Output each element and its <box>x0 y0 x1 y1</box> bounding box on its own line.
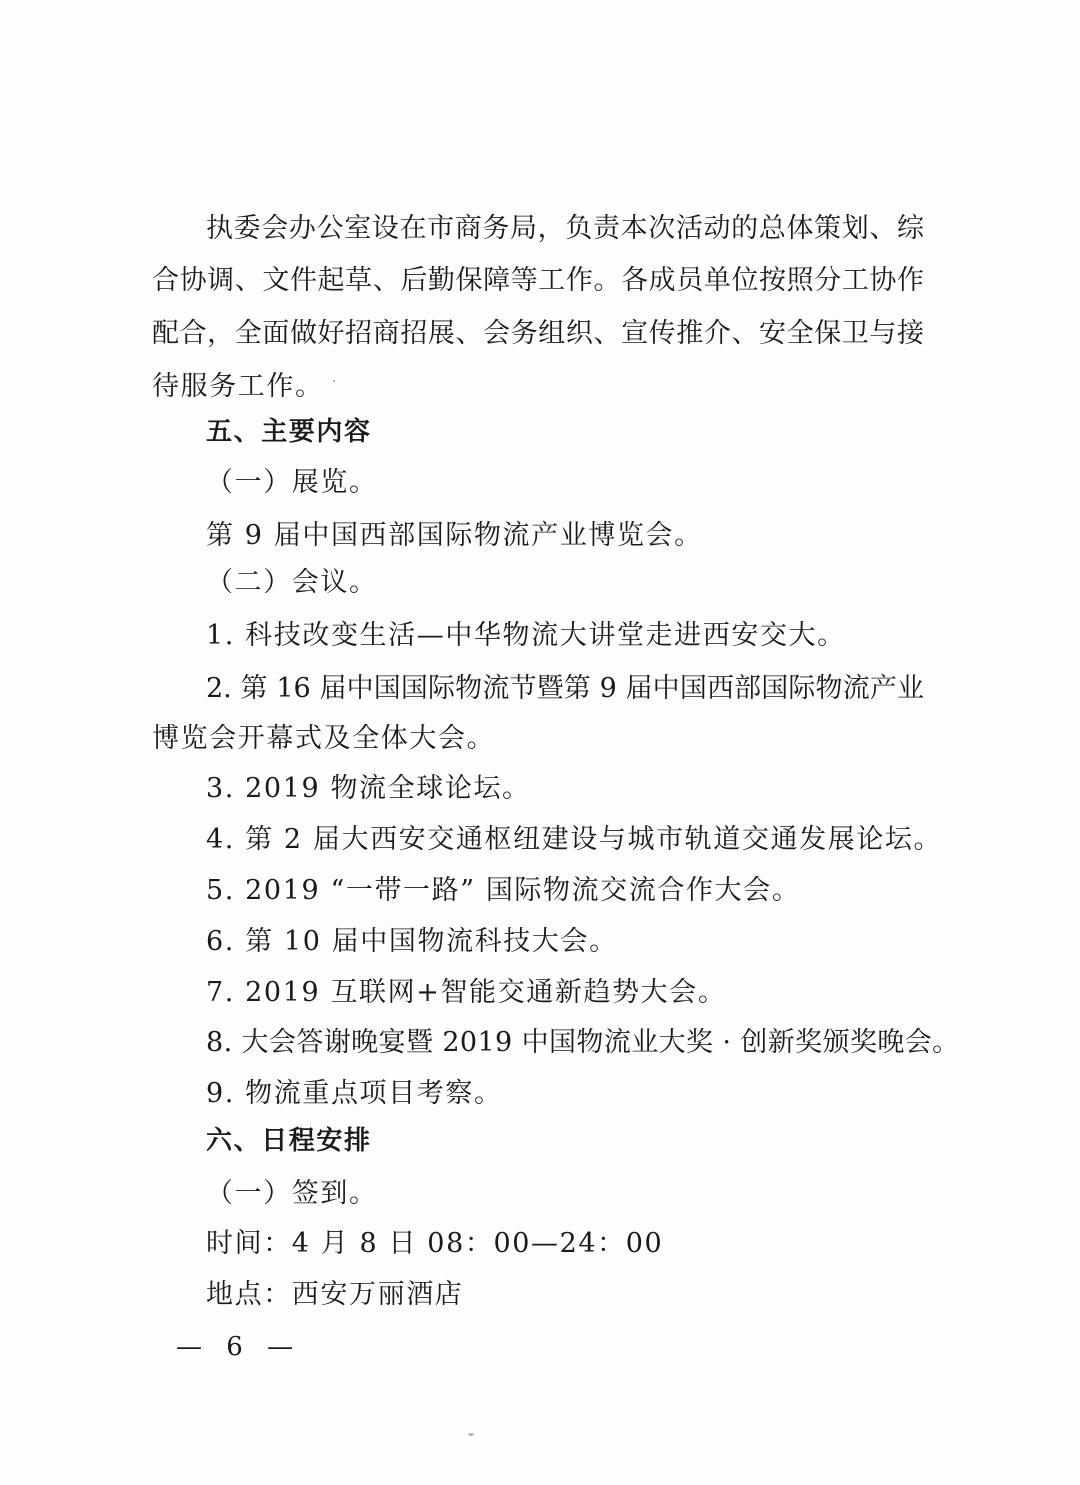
list-item: 4. 第 2 届大西安交通枢纽建设与城市轨道交通发展论坛。 <box>206 824 943 855</box>
list-item-continuation: 博览会开幕式及全体大会。 <box>152 723 496 754</box>
scan-speck <box>333 380 335 382</box>
paragraph-line: 配合，全面做好招商招展、会务组织、宣传推介、安全保卫与接 <box>152 318 924 349</box>
scan-speck <box>468 1433 474 1436</box>
page-number: — 6 — <box>176 1332 302 1362</box>
list-item: 1. 科技改变生活—中华物流大讲堂走进西安交大。 <box>206 620 846 651</box>
paragraph-line: 待服务工作。 <box>152 371 324 402</box>
list-item: 2. 第 16 届中国国际物流节暨第 9 届中国西部国际物流产业 <box>206 673 924 704</box>
schedule-place: 地点：西安万丽酒店 <box>206 1279 464 1310</box>
list-item: 9. 物流重点项目考察。 <box>206 1078 503 1109</box>
list-item: 8. 大会答谢晚宴暨 2019 中国物流业大奖 · 创新奖颁奖晚会。 <box>206 1027 960 1058</box>
exhibition-text: 第 9 届中国西部国际物流产业博览会。 <box>206 520 703 551</box>
subsection-heading: （二）会议。 <box>206 567 378 598</box>
subsection-heading: （一）签到。 <box>206 1178 378 1209</box>
section-heading: 五、主要内容 <box>206 417 372 447</box>
subsection-heading: （一）展览。 <box>206 467 378 498</box>
schedule-time: 时间：4 月 8 日 08：00—24：00 <box>206 1228 664 1259</box>
paragraph-line: 合协调、文件起草、后勤保障等工作。各成员单位按照分工协作 <box>152 265 924 296</box>
list-item: 3. 2019 物流全球论坛。 <box>206 773 531 804</box>
paragraph-line: 执委会办公室设在市商务局，负责本次活动的总体策划、综 <box>206 213 924 244</box>
list-item: 7. 2019 互联网+智能交通新趋势大会。 <box>206 977 727 1008</box>
list-item: 6. 第 10 届中国物流科技大会。 <box>206 926 618 957</box>
section-heading: 六、日程安排 <box>206 1126 372 1156</box>
list-item: 5. 2019 “一带一路” 国际物流交流合作大会。 <box>206 875 801 906</box>
